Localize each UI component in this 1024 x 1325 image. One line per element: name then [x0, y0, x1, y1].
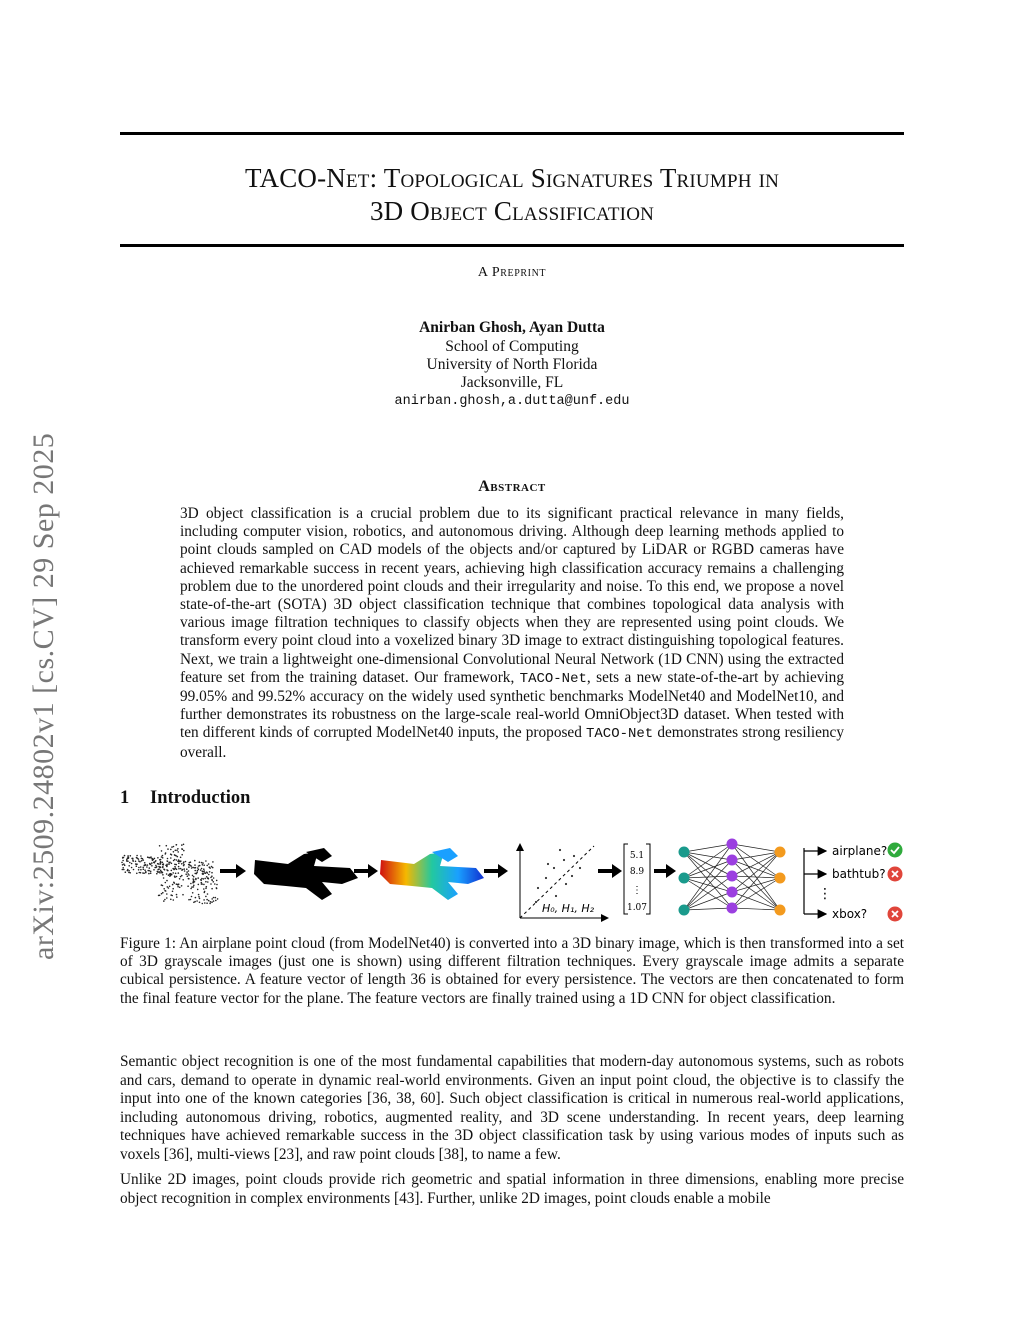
neural-network	[679, 839, 786, 916]
diagram-point	[565, 883, 567, 885]
diagram-point	[573, 855, 575, 857]
diagram-point	[555, 895, 557, 897]
network-node	[727, 855, 738, 866]
network-node	[679, 873, 690, 884]
figure-caption: Figure 1: An airplane point cloud (from ModelNet40) is converted into a 3D binary image, which is then transformed into a set of 3D grayscale images (just one is shown) using different filtration techniques. Every grayscale image admits a separate cubical persistence. A feature vector of length 36 is obtained for every persistence. The vectors are then concatenated to form the final feature vector for the plane. The feature vectors are finally trained using a 1D CNN for object classification.	[120, 935, 904, 1007]
vertical-ellipsis-icon: ⋮	[818, 886, 832, 902]
title-bottom-rule	[120, 244, 904, 247]
persistence-diagram	[520, 844, 608, 918]
diagram-point	[535, 901, 537, 903]
output-label: airplane?	[832, 844, 888, 858]
method-name: TACO-Net	[519, 670, 587, 687]
title-line-2: 3D Object Classification	[369, 196, 655, 226]
network-node	[679, 905, 690, 916]
network-node	[727, 903, 738, 914]
arrow-icon	[598, 864, 622, 878]
arrow-icon	[354, 864, 378, 878]
diagram-point	[537, 887, 539, 889]
network-node	[727, 887, 738, 898]
affiliation-university: University of North Florida	[426, 356, 598, 373]
diagram-point	[547, 863, 549, 865]
figure-1-pipeline	[118, 838, 908, 926]
classification-outputs	[804, 843, 903, 922]
body-paragraph: Semantic object recognition is one of the most fundamental capabilities that modern-day autonomous systems, such as robots and cars, demand to operate in dynamic real-world environments. Given an input point cloud, the objective is to classify the input into one of the known categories [36, 38, 60]. Such object classification is critical in numerous real-world applications, including autonomous driving, robotics, augmented reality, and 3D scene understanding. In recent years, deep learning techniques have achieved remarkable success in the 3D object classification task by using various modes of inputs such as voxels [36], multi-views [23], and raw point clouds [38], to name a few.	[120, 1053, 904, 1163]
diagram-point	[571, 875, 573, 877]
arrow-icon	[220, 864, 246, 878]
output-label: bathtub?	[832, 867, 886, 881]
cross-icon	[888, 867, 903, 882]
section-number: 1	[120, 788, 130, 808]
binary-voxel-airplane	[254, 848, 358, 900]
affiliation-city: Jacksonville, FL	[460, 374, 564, 391]
network-node	[775, 847, 786, 858]
diagram-point	[545, 877, 547, 879]
output-label: xbox?	[832, 907, 868, 921]
network-node	[727, 871, 738, 882]
abstract-text-3: demonstrates strong resiliency overall.	[180, 724, 844, 761]
body-paragraph: Unlike 2D images, point clouds provide rich geometric and spatial information in three dimensions, enabling more precise object recognition in complex environments [43]. Further, unlike 2D images, point clouds enable a mobile	[120, 1171, 904, 1207]
network-node	[775, 873, 786, 884]
diagram-point	[559, 849, 561, 851]
title-line-1: TACO-Net: Topological Signatures Triumph in	[244, 163, 780, 193]
abstract-heading: Abstract	[478, 478, 546, 495]
abstract-body	[180, 505, 844, 762]
diagram-axis-label: H₀, H₁, H₂	[542, 902, 595, 915]
method-name: TACO-Net	[585, 726, 654, 743]
check-icon	[888, 843, 903, 858]
authors: Anirban Ghosh, Ayan Dutta	[419, 319, 605, 336]
filtration-image-airplane	[380, 848, 484, 900]
arrow-icon	[654, 864, 676, 878]
network-node	[679, 847, 690, 858]
section-title: Introduction	[150, 788, 251, 808]
paper-title	[120, 162, 904, 228]
preprint-label: A Preprint	[477, 265, 547, 280]
vector-value: 8.9	[629, 867, 645, 877]
arxiv-identifier: arXiv:2509.24802v1 [cs.CV] 29 Sep 2025	[27, 432, 60, 960]
affiliation-dept: School of Computing	[445, 338, 579, 355]
network-node	[727, 839, 738, 850]
vector-value: ⋮	[632, 885, 642, 896]
feature-vector	[624, 844, 650, 914]
vector-value: 5.1	[629, 851, 645, 861]
abstract-text-1: 3D object classification is a crucial problem due to its significant practical relevance in many fields, including computer vision, robotics, and autonomous driving. Although deep learning methods applied to point clouds sampled on CAD models of the objects and/or captured by LiDAR or RGBD cameras have achieved remarkable success in recent years, achieving high classification accuracy remains a challenging problem due to the unordered point clouds and their irregularity and noise. To this end, we propose a novel state-of-the-art (SOTA) 3D object classification technique that combines topological data analysis with various image filtration techniques to classify objects when they are represented using point clouds. We transform every point cloud into a voxelized binary 3D image to extract distinguishing topological features. Next, we train a lightweight one-dimensional Convolutional Neural Network (1D CNN) using the extracted feature set from the training dataset. Our framework,	[180, 505, 844, 686]
author-email[interactable]: anirban.ghosh,a.dutta@unf.edu	[394, 394, 630, 409]
diagram-point	[553, 867, 555, 869]
arrow-icon	[484, 864, 508, 878]
diagram-point	[579, 867, 581, 869]
title-top-rule	[120, 132, 904, 135]
abstract-text-2: , sets a new state-of-the-art by achieving 99.05% and 99.52% accuracy on the widely used synthetic benchmarks ModelNet40 and ModelNet10, and further demonstrates its robustness on the large-scale real-world OmniObject3D dataset. When tested with ten different kinds of corrupted ModelNet40 inputs, the proposed	[180, 668, 844, 742]
vector-value: 1.07	[626, 903, 648, 913]
network-node	[775, 905, 786, 916]
diagram-point	[563, 859, 565, 861]
section-heading	[120, 788, 250, 809]
cross-icon	[888, 907, 903, 922]
point-cloud-airplane	[121, 844, 218, 905]
